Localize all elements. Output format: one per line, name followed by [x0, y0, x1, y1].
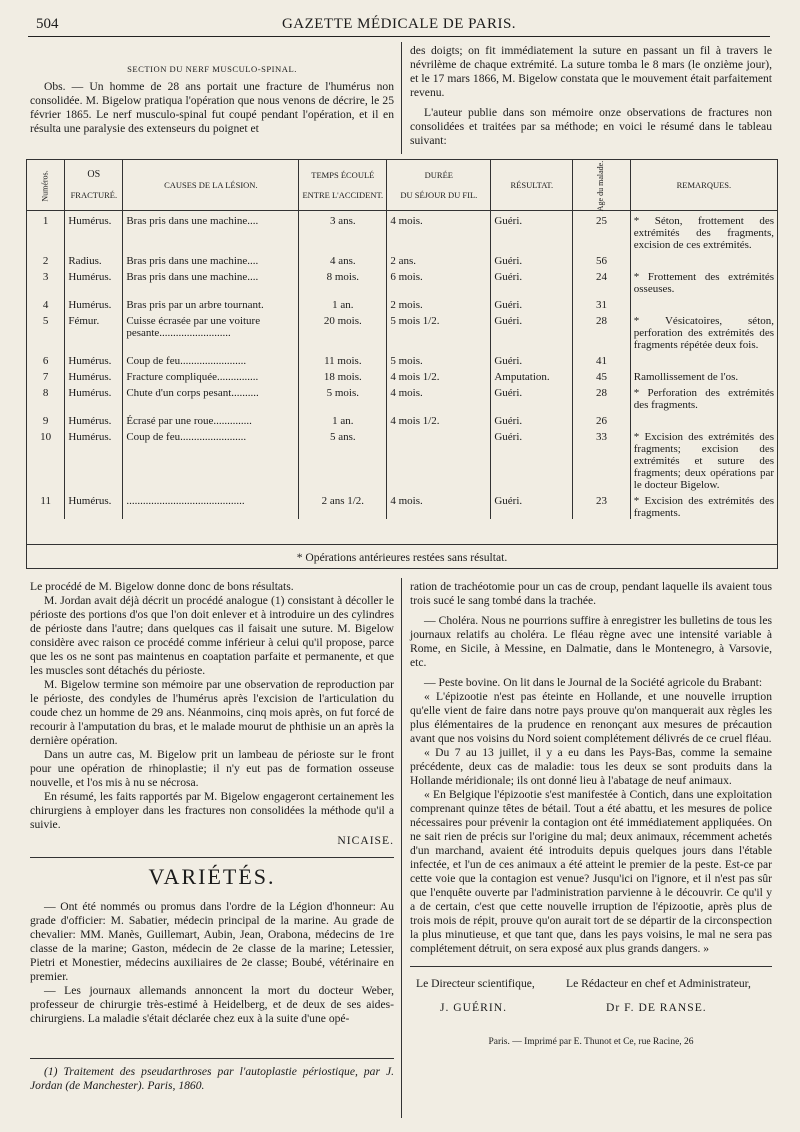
table-row	[27, 411, 777, 427]
row-cause: Bras pris dans une machine....	[123, 251, 299, 267]
row-bone: Humérus.	[65, 383, 123, 411]
director-name: J. GUÉRIN.	[440, 1001, 508, 1014]
row-remark	[630, 251, 777, 267]
cholera-paragraph: — Choléra. Nous ne pourrions suffire à enregistrer les bulletins de tous les journaux relatifs au choléra. Le fléau règne avec une intensité variable à Rome, en Sicile, à Messine, en Dalmatie, dans le Montenegro, à Varsovie, etc.	[410, 614, 772, 669]
row-elapsed: 3 ans.	[299, 211, 387, 252]
column-divider-bottom	[401, 578, 402, 1118]
row-cause: Fracture compliquée...............	[123, 367, 299, 383]
row-number: 11	[27, 491, 65, 519]
row-age: 28	[573, 311, 630, 351]
top-right-column	[410, 44, 772, 148]
row-result: Guéri.	[491, 351, 573, 367]
row-duration: 4 mois 1/2.	[387, 411, 491, 427]
row-remark: Ramollissement de l'os.	[633, 371, 739, 383]
juillet-paragraph: « Du 7 au 13 juillet, il y a eu dans les Pays-Bas, comme la semaine précédente, deux cas de maladie: tous les deux se sont produits dans la Hollande méridionale; ils ont donné lieu à l'abatage de neuf animaux.	[410, 746, 772, 787]
row-remark: * Perforation des extrémités des fragments.	[633, 387, 774, 411]
row-cause: Coup de feu........................	[123, 427, 299, 491]
row-result: Guéri.	[491, 411, 573, 427]
row-number: 6	[27, 351, 65, 367]
table-row	[27, 491, 777, 519]
weber-paragraph: — Les journaux allemands annoncent la mort du docteur Weber, professeur de chirurgie très-estimé à Heidelberg, et de deux de ses aides-chirurgiens. La maladie s'était déclarée chez eux à la suite d'une opé-	[30, 984, 394, 1025]
row-number: 2	[27, 251, 65, 267]
header-temps: TEMPS ÉCOULÉ ENTRE L'ACCIDENT.	[299, 160, 387, 211]
row-bone: Fémur.	[65, 311, 123, 351]
row-duration: 2 mois.	[387, 295, 491, 311]
row-elapsed: 18 mois.	[299, 367, 387, 383]
jordan-paragraph: M. Jordan avait déjà décrit un procédé analogue (1) consistant à décoller le périoste des portions d'os que l'on doit enlever et à introduire un des cylindres de périoste dans l'autre; dans quelques cas il faisait une suture. M. Bigelow considère avec raison ce procédé comme inférieur à celui qu'il propose, parce que les os ne sont pas maintenus en coaptation parfaite et permanente, et que les muscles sont détachés du périoste.	[30, 594, 394, 677]
row-number: 10	[27, 427, 65, 491]
table-row	[27, 351, 777, 367]
header-causes: CAUSES DE LA LÉSION.	[123, 160, 299, 211]
row-number: 8	[27, 383, 65, 411]
row-age: 56	[573, 251, 630, 267]
row-elapsed: 1 an.	[299, 411, 387, 427]
row-number: 1	[27, 211, 65, 252]
row-cause: ...........................................	[123, 491, 299, 519]
table-header-row	[27, 160, 777, 211]
row-result: Amputation.	[491, 367, 573, 383]
row-age: 41	[573, 351, 630, 367]
row-age: 28	[573, 383, 630, 411]
header-duree: DURÉE DU SÉJOUR DU FIL.	[387, 160, 491, 211]
row-result: Guéri.	[491, 251, 573, 267]
row-remark: * Frottement des extrémités osseuses.	[633, 271, 774, 295]
row-remark: * Vésicatoires, séton, perforation des extrémités des fragments répétée deux fois.	[633, 315, 774, 351]
row-duration: 4 mois.	[387, 491, 491, 519]
row-elapsed: 2 ans 1/2.	[299, 491, 387, 519]
header-os: OS FRACTURÉ.	[65, 160, 123, 211]
row-bone: Humérus.	[65, 351, 123, 367]
row-elapsed: 5 mois.	[299, 383, 387, 411]
section-divider	[30, 857, 394, 858]
row-duration: 4 mois.	[387, 383, 491, 411]
row-remark	[630, 295, 777, 311]
signature-divider	[410, 966, 772, 967]
header-numeros: Numéros.	[27, 160, 65, 211]
table-row	[27, 311, 777, 351]
table-row	[27, 367, 777, 383]
row-number: 9	[27, 411, 65, 427]
results-table-frame	[26, 159, 778, 569]
row-elapsed: 11 mois.	[299, 351, 387, 367]
row-duration: 4 mois 1/2.	[387, 367, 491, 383]
table-row	[27, 251, 777, 267]
row-age: 24	[573, 267, 630, 295]
table-row	[27, 427, 777, 491]
row-cause: Cuisse écrasée par une voiture pesante..........................	[123, 311, 299, 351]
varietes-heading: VARIÉTÉS.	[148, 864, 276, 889]
editor-name: Dr F. DE RANSE.	[606, 1001, 707, 1014]
row-duration: 5 mois 1/2.	[387, 311, 491, 351]
result-summary: Le procédé de M. Bigelow donne donc de bons résultats.	[30, 580, 294, 593]
page-number: 504	[36, 16, 59, 32]
row-duration	[387, 427, 491, 491]
row-age: 23	[573, 491, 630, 519]
row-elapsed: 8 mois.	[299, 267, 387, 295]
row-duration: 6 mois.	[387, 267, 491, 295]
row-result: Guéri.	[491, 383, 573, 411]
running-title: GAZETTE MÉDICALE DE PARIS.	[281, 16, 517, 32]
footnote-block	[30, 1058, 394, 1093]
row-bone: Humérus.	[65, 427, 123, 491]
editor-title: Le Rédacteur en chef et Administrateur,	[566, 977, 751, 990]
editorial-signatures	[410, 977, 772, 1043]
row-cause: Coup de feu........................	[123, 351, 299, 367]
row-remark: * Excision des extrémités des fragments; excision des extrémités et suture des fragments; deux opérations par le docteur Bigelow.	[633, 431, 774, 491]
observation-text: Obs. — Un homme de 28 ans portait une fracture de l'humérus non consolidée. M. Bigelow pratiqua l'opération que nous venons de décrire, le 25 février 1865. Le nerf musculo-spinal fut coupé pendant l'opération, et il en résulta une paralysie des extenseurs du poignet et	[30, 80, 394, 135]
row-duration: 2 ans.	[387, 251, 491, 267]
table-row	[27, 211, 777, 252]
row-cause: Chute d'un corps pesant..........	[123, 383, 299, 411]
row-number: 4	[27, 295, 65, 311]
conclusion-paragraph: En résumé, les faits rapportés par M. Bigelow engageront certainement les chirurgiens à employer dans les fractures non consolidées la méthode qu'il a suivie.	[30, 790, 394, 831]
header-remarques: REMARQUES.	[630, 160, 777, 211]
jordan-footnote: (1) Traitement des pseudarthroses par l'autoplastie périostique, par J. Jordan (de Manchester). Paris, 1860.	[30, 1065, 394, 1092]
table-row	[27, 267, 777, 295]
printer-line: Paris. — Imprimé par E. Thunot et Ce, rue Racine, 26	[488, 1037, 694, 1047]
row-bone: Humérus.	[65, 295, 123, 311]
row-age: 31	[573, 295, 630, 311]
row-remark: * Excision des extrémités des fragments.	[633, 495, 774, 519]
section-title: SECTION DU NERF MUSCULO-SPINAL.	[127, 64, 297, 74]
row-bone: Humérus.	[65, 211, 123, 252]
row-result: Guéri.	[491, 427, 573, 491]
row-age: 45	[573, 367, 630, 383]
row-remark	[630, 411, 777, 427]
column-divider-top	[401, 42, 402, 154]
table-footnote: * Opérations antérieures restées sans résultat.	[27, 544, 777, 564]
row-remark	[630, 351, 777, 367]
row-number: 5	[27, 311, 65, 351]
results-table	[27, 160, 777, 519]
top-left-column	[30, 62, 394, 136]
legion-honneur-paragraph: — Ont été nommés ou promus dans l'ordre de la Légion d'honneur: Au grade d'officier: M. Sabatier, médecin principal de la marine. Au grade de chevalier: MM. Manès, Guillemart, Aubin, Jean, Orabona, médecins de 1re classe de la marine; Gaston, médecin de 2e classe de la marine; Letessier, Pietri et Monestier, médecins auxiliaires de 2e classe; Boubé, vétérinaire en premier.	[30, 900, 394, 983]
row-result: Guéri.	[491, 491, 573, 519]
director-title: Le Directeur scientifique,	[416, 977, 535, 990]
row-elapsed: 4 ans.	[299, 251, 387, 267]
rhinoplasty-paragraph: Dans un autre cas, M. Bigelow prit un lambeau de périoste sur le front pour une opération de rhinoplastie; il n'y eut pas de formation osseuse nouvelle, et l'os mis à nu se nécrosa.	[30, 748, 394, 789]
table-row	[27, 383, 777, 411]
belgique-paragraph: « En Belgique l'épizootie s'est manifestée à Contich, dans une exploitation comprenant quinze têtes de bétail. Tout a été abattu, et les mesures de police nécessaires pour prévenir la contagion ont été immédiatement appliquées. On ne sait rien de précis sur l'origine du mal; deux animaux, récemment achetés d'un marchand, avaient été introduits depuis quelques jours dans l'étable infectée, et l'un de ces animaux a été atteint le premier de la peste. Est-ce par cette voie que la contagion est venue? Jusqu'ici on l'ignore, et il n'est pas sûr que l'enquête ouverte par l'administration parvienne à le découvrir. Ce qu'il y a de certain, c'est que cette nouvelle irruption de l'épizootie, après plus de trois mois de répit, prouve qu'on aurait tort de se départir de la circonspection la plus minutieuse, et que tant que, dans les pays voisins, le mal ne sera pas complétement détruit, on sera exposé aux plus grands dangers. »	[410, 788, 772, 955]
page-header	[28, 14, 770, 37]
row-bone: Humérus.	[65, 267, 123, 295]
row-elapsed: 20 mois.	[299, 311, 387, 351]
row-result: Guéri.	[491, 311, 573, 351]
row-bone: Humérus.	[65, 411, 123, 427]
row-number: 3	[27, 267, 65, 295]
row-age: 25	[573, 211, 630, 252]
row-result: Guéri.	[491, 267, 573, 295]
table-intro-paragraph: L'auteur publie dans son mémoire onze observations de fractures non consolidées et traitées par sa méthode; en voici le résumé dans le tableau suivant:	[410, 106, 772, 147]
bottom-right-column	[410, 580, 772, 1047]
row-cause: Bras pris par un arbre tournant.	[123, 295, 299, 311]
row-result: Guéri.	[491, 211, 573, 252]
memoir-end-paragraph: M. Bigelow termine son mémoire par une observation de reproduction par le périoste, des condyles de l'humérus après l'excision de l'articulation du coude chez un homme de 29 ans. Néanmoins, cinq mois après, on fut forcé de recourir à l'amputation du bras, et le malade mourut de phthisie un an après la dernière opération.	[30, 678, 394, 747]
epizootie-hollande-paragraph: « L'épizootie n'est pas éteinte en Hollande, et une nouvelle irruption qu'elle vient de faire dans notre pays prouve qu'on manquerait aux règles les plus élémentaires de la prudence en renonçant aux mesures de précaution avant que nos voisins du Nord soient complétement délivrés de ce cruel fléau.	[410, 690, 772, 745]
row-bone: Radius.	[65, 251, 123, 267]
row-duration: 4 mois.	[387, 211, 491, 252]
row-number: 7	[27, 367, 65, 383]
row-bone: Humérus.	[65, 367, 123, 383]
suture-paragraph: des doigts; on fit immédiatement la suture en passant un fil à travers le névrilème de chaque extrémité. La suture tomba le 8 mars (le onzième jour), et le 17 mars 1866, M. Bigelow constata que le mouvement était parfaitement revenu.	[410, 44, 772, 99]
author-signature: NICAISE.	[337, 834, 394, 847]
row-elapsed: 5 ans.	[299, 427, 387, 491]
row-age: 33	[573, 427, 630, 491]
tracheotomy-paragraph: ration de trachéotomie pour un cas de croup, pendant laquelle ils avaient tous trois sucé le sang tombé dans la trachée.	[410, 580, 772, 607]
row-age: 26	[573, 411, 630, 427]
table-row	[27, 295, 777, 311]
row-cause: Bras pris dans une machine....	[123, 211, 299, 252]
row-result: Guéri.	[491, 295, 573, 311]
peste-bovine-paragraph: — Peste bovine. On lit dans le Journal de la Société agricole du Brabant:	[424, 676, 763, 689]
row-remark: * Séton, frottement des extrémités des fragments, excision de ces extrémités.	[633, 215, 774, 251]
row-duration: 5 mois.	[387, 351, 491, 367]
header-resultat: RÉSULTAT.	[491, 160, 573, 211]
header-age: Age du malade.	[573, 160, 630, 211]
row-cause: Écrasé par une roue..............	[123, 411, 299, 427]
bottom-left-column	[30, 580, 394, 1026]
row-cause: Bras pris dans une machine....	[123, 267, 299, 295]
row-bone: Humérus.	[65, 491, 123, 519]
row-elapsed: 1 an.	[299, 295, 387, 311]
